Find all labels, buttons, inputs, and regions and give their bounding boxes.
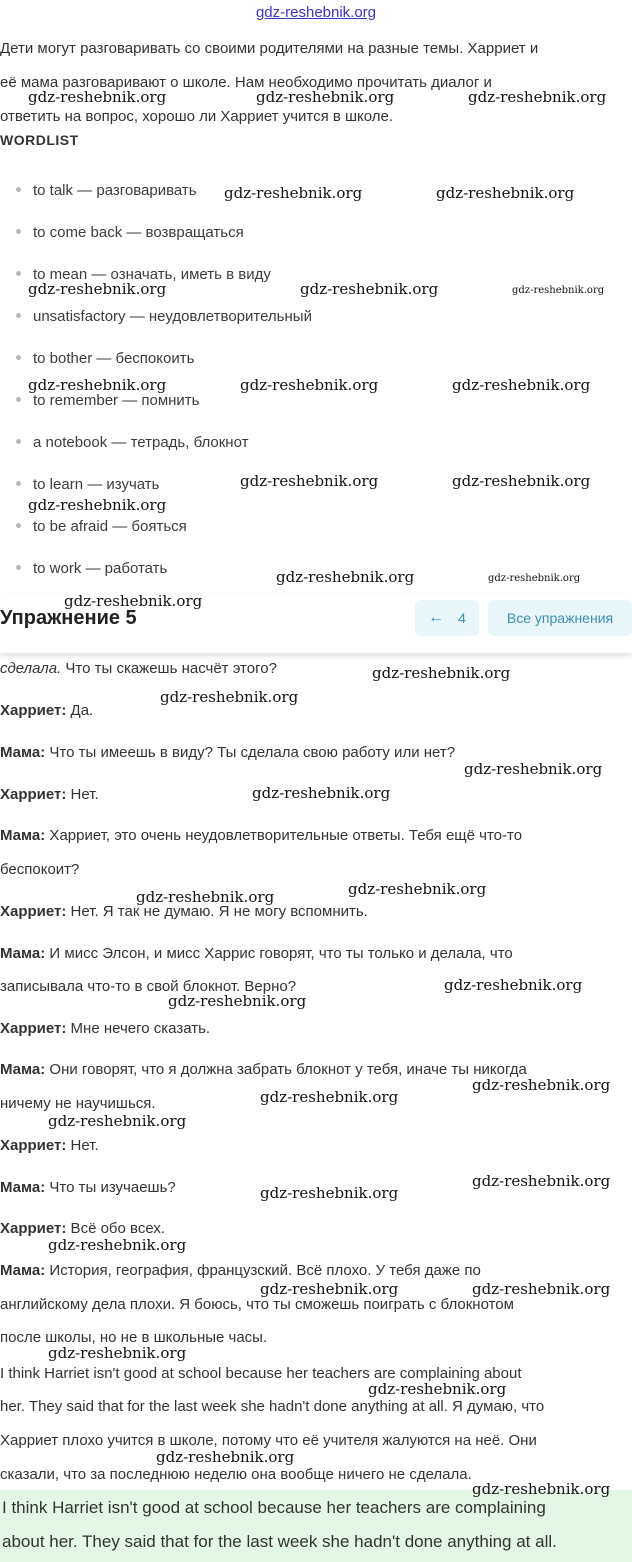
watermark-text: gdz-reshebnik.org (512, 285, 605, 296)
watermark-text: gdz-reshebnik.org (464, 760, 603, 778)
dialog-line: Мама: История, география, французский. Всё плохо. У тебя даже по (0, 1262, 481, 1279)
answer-line: Харриет плохо учится в школе, потому что её учителя жалуются на неё. Они (0, 1432, 537, 1449)
dialog-line: ничему не научишься. (0, 1095, 156, 1112)
highlighted-answer-line: I think Harriet isn't good at school because her teachers are complaining (2, 1498, 546, 1517)
dialog-line: Мама: Что ты имеешь в виду? Ты сделала свою работу или нет? (0, 744, 456, 761)
dialog-line: беспокоит? (0, 861, 80, 878)
bullet-icon (16, 397, 21, 402)
arrow-left-icon: ← (428, 609, 445, 626)
watermark-text: gdz-reshebnik.org (444, 976, 583, 994)
wordlist-item: to remember — помнить (16, 392, 200, 409)
dialog-line: Харриет: Нет. (0, 1137, 99, 1154)
watermark-text: gdz-reshebnik.org (64, 592, 203, 610)
watermark-text: gdz-reshebnik.org (472, 1076, 611, 1094)
watermark-text: gdz-reshebnik.org (436, 184, 575, 202)
watermark-text: gdz-reshebnik.org (348, 880, 487, 898)
watermark-text: gdz-reshebnik.org (372, 664, 511, 682)
wordlist-item: to be afraid — бояться (16, 518, 187, 535)
wordlist-item: to bother — беспокоить (16, 350, 194, 367)
watermark-text: gdz-reshebnik.org (260, 1280, 399, 1298)
dialog-line: Харриет: Мне нечего сказать. (0, 1020, 211, 1037)
dialog-line: сделала. Что ты скажешь насчёт этого? (0, 660, 277, 677)
dialog-line: Харриет: Нет. (0, 786, 99, 803)
answer-line: I think Harriet isn't good at school because her teachers are complaining about (0, 1365, 522, 1382)
wordlist-item: unsatisfactory — неудовлетворительный (16, 308, 312, 325)
dialog-line: Харриет: Нет. Я так не думаю. Я не могу вспомнить. (0, 903, 368, 920)
watermark-text: gdz-reshebnik.org (472, 1280, 611, 1298)
watermark-text: gdz-reshebnik.org (160, 688, 299, 706)
wordlist-item: to work — работать (16, 560, 167, 577)
bullet-icon (16, 187, 21, 192)
dialog-line: после школы, но не в школьные часы. (0, 1329, 268, 1346)
watermark-text: gdz-reshebnik.org (224, 184, 363, 202)
watermark-text: gdz-reshebnik.org (468, 88, 607, 106)
bullet-icon (16, 229, 21, 234)
dialog-line: Мама: И мисс Элсон, и мисс Харрис говорят, что ты только и делала, что (0, 945, 513, 962)
watermark-text: gdz-reshebnik.org (252, 784, 391, 802)
intro-text (0, 32, 632, 134)
bullet-icon (16, 481, 21, 486)
dialog-line: Мама: Что ты изучаешь? (0, 1179, 176, 1196)
bullet-icon (16, 355, 21, 360)
watermark-text: gdz-reshebnik.org (48, 1344, 187, 1362)
watermark-text: gdz-reshebnik.org (28, 88, 167, 106)
watermark-text: gdz-reshebnik.org (368, 1380, 507, 1398)
wordlist-item: to learn — изучать (16, 476, 159, 493)
answer-line: сказали, что за последнюю неделю она вообще ничего не сделала. (0, 1466, 472, 1483)
highlighted-answer-line: about her. They said that for the last week she hadn't done anything at all. (2, 1532, 557, 1551)
dialog-line: записывала что-то в свой блокнот. Верно? (0, 978, 297, 995)
watermark-text: gdz-reshebnik.org (168, 992, 307, 1010)
watermark-text: gdz-reshebnik.org (452, 472, 591, 490)
watermark-text: gdz-reshebnik.org (28, 280, 167, 298)
watermark-text: gdz-reshebnik.org (28, 496, 167, 514)
previous-exercise-button[interactable]: ← 4 (415, 600, 479, 636)
bullet-icon (16, 313, 21, 318)
wordlist-item: a notebook — тетрадь, блокнот (16, 434, 248, 451)
watermark-text: gdz-reshebnik.org (48, 1112, 187, 1130)
bullet-icon (16, 271, 21, 276)
watermark-text: gdz-reshebnik.org (240, 472, 379, 490)
watermark-text: gdz-reshebnik.org (136, 888, 275, 906)
all-exercises-button[interactable]: Все упражнения (488, 600, 632, 636)
dialog-line: Харриет: Да. (0, 702, 94, 719)
top-watermark-link[interactable]: gdz-reshebnik.org (255, 4, 377, 21)
watermark-text: gdz-reshebnik.org (300, 280, 439, 298)
watermark-text: gdz-reshebnik.org (28, 376, 167, 394)
bullet-icon (16, 439, 21, 444)
dialog-line: Мама: Харриет, это очень неудовлетворительные ответы. Тебя ещё что-то (0, 827, 523, 844)
intro-line: ответить на вопрос, хорошо ли Харриет учится в школе. (0, 108, 394, 125)
answer-line: her. They said that for the last week she hadn't done anything at all. Я думаю, что (0, 1398, 545, 1415)
watermark-text: gdz-reshebnik.org (276, 568, 415, 586)
watermark-text: gdz-reshebnik.org (256, 88, 395, 106)
wordlist-item: to talk — разговаривать (16, 182, 197, 199)
dialog-line: Харриет: Всё обо всех. (0, 1220, 165, 1237)
watermark-text: gdz-reshebnik.org (260, 1184, 399, 1202)
wordlist-item: to mean — означать, иметь в виду (16, 266, 271, 283)
dialog-line: Мама: Они говорят, что я должна забрать блокнот у тебя, иначе ты никогда (0, 1061, 527, 1078)
watermark-text: gdz-reshebnik.org (260, 1088, 399, 1106)
bullet-icon (16, 565, 21, 570)
watermark-text: gdz-reshebnik.org (472, 1480, 611, 1498)
exercise-title: Упражнение 5 (0, 607, 137, 629)
watermark-text: gdz-reshebnik.org (156, 1448, 295, 1466)
watermark-text: gdz-reshebnik.org (240, 376, 379, 394)
wordlist-item: to come back — возвращаться (16, 224, 244, 241)
watermark-text: gdz-reshebnik.org (452, 376, 591, 394)
watermark-text: gdz-reshebnik.org (488, 573, 581, 584)
intro-line: её мама разговаривают о школе. Нам необходимо прочитать диалог и (0, 74, 492, 91)
watermark-text: gdz-reshebnik.org (472, 1172, 611, 1190)
wordlist-heading: WORDLIST (0, 132, 79, 148)
dialog-line: английскому дела плохи. Я боюсь, что ты сможешь поиграть с блокнотом (0, 1296, 514, 1313)
intro-line: Дети могут разговаривать со своими родителями на разные темы. Харриет и (0, 40, 539, 57)
watermark-text: gdz-reshebnik.org (48, 1236, 187, 1254)
bullet-icon (16, 523, 21, 528)
